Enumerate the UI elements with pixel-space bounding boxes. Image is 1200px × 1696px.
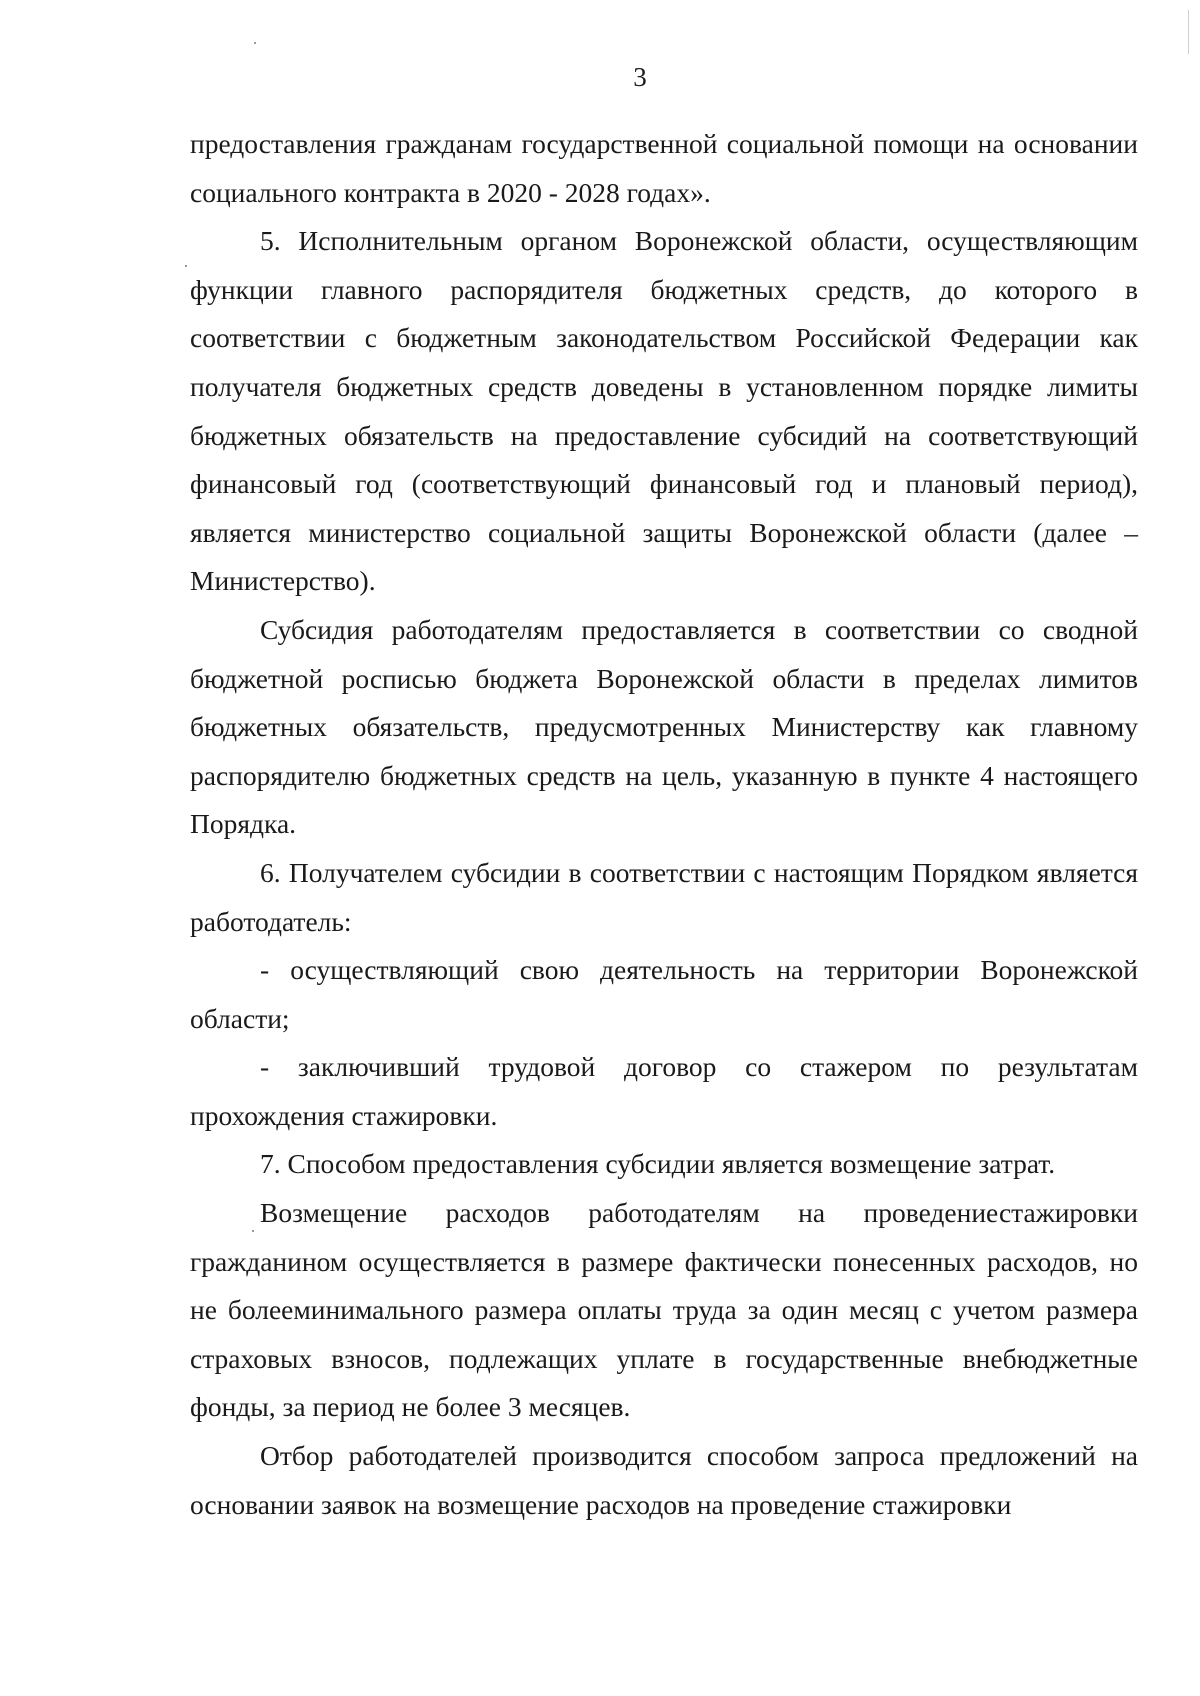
paragraph-reimbursement: Возмещение расходов работодателям на проведениестажировки гражданином осуществляется в размере фактически понесенных расходов, но не болееминимального размера оплаты труда за один месяц с учетом размера страховых взносов, подлежащих уплате в государственные внебюджетные фонды, за период не более 3 месяцев.: [190, 1197, 1138, 1423]
paragraph-clause-5: 5. Исполнительным органом Воронежской области, осуществляющим функции главного распорядителя бюджетных средств, до которого в соответствии с бюджетным законодательством Российской Федерации как получателя бюджетных средств доведены в установленном порядке лимиты бюджетных обязательств на предоставление субсидий на соответствующий финансовый год (соответствующий финансовый год и плановый период), является министерство социальной защиты Воронежской области (далее – Министерство).: [190, 225, 1138, 597]
list-item-territory: - осуществляющий свою деятельность на территории Воронежской области;: [190, 954, 1138, 1034]
paragraph-clause-6: 6. Получателем субсидии в соответствии с настоящим Порядком является работодатель:: [190, 856, 1138, 937]
scan-speck: [252, 1230, 254, 1232]
paragraph-subsidy-allocation: Субсидия работодателям предоставляется в соответствии со сводной бюджетной росписью бюджета Воронежской области в пределах лимитов бюджетных обязательств, предусмотренных Министерству как главному распорядителю бюджетных средств на цель, указанную в пункте 4 настоящего Порядка.: [190, 613, 1138, 840]
paragraph-continuation: предоставления гражданам государственной социальной помощи на основании социального контракта в 2020 - 2028 годах».: [190, 128, 1138, 208]
document-body: [190, 120, 1138, 1529]
paragraph-employer-selection: Отбор работодателей производится способом запроса предложений на основании заявок на возмещение расходов на проведение стажировки: [190, 1440, 1138, 1520]
scan-edge-mark: [1188, 10, 1189, 54]
page-number: 3: [633, 62, 647, 92]
scan-speck: [185, 265, 187, 267]
scan-speck: [254, 42, 256, 44]
paragraph-clause-7: 7. Способом предоставления субсидии является возмещение затрат.: [260, 1148, 1056, 1180]
list-item-labor-contract: - заключивший трудовой договор со стажером по результатам прохождения стажировки.: [190, 1051, 1138, 1131]
